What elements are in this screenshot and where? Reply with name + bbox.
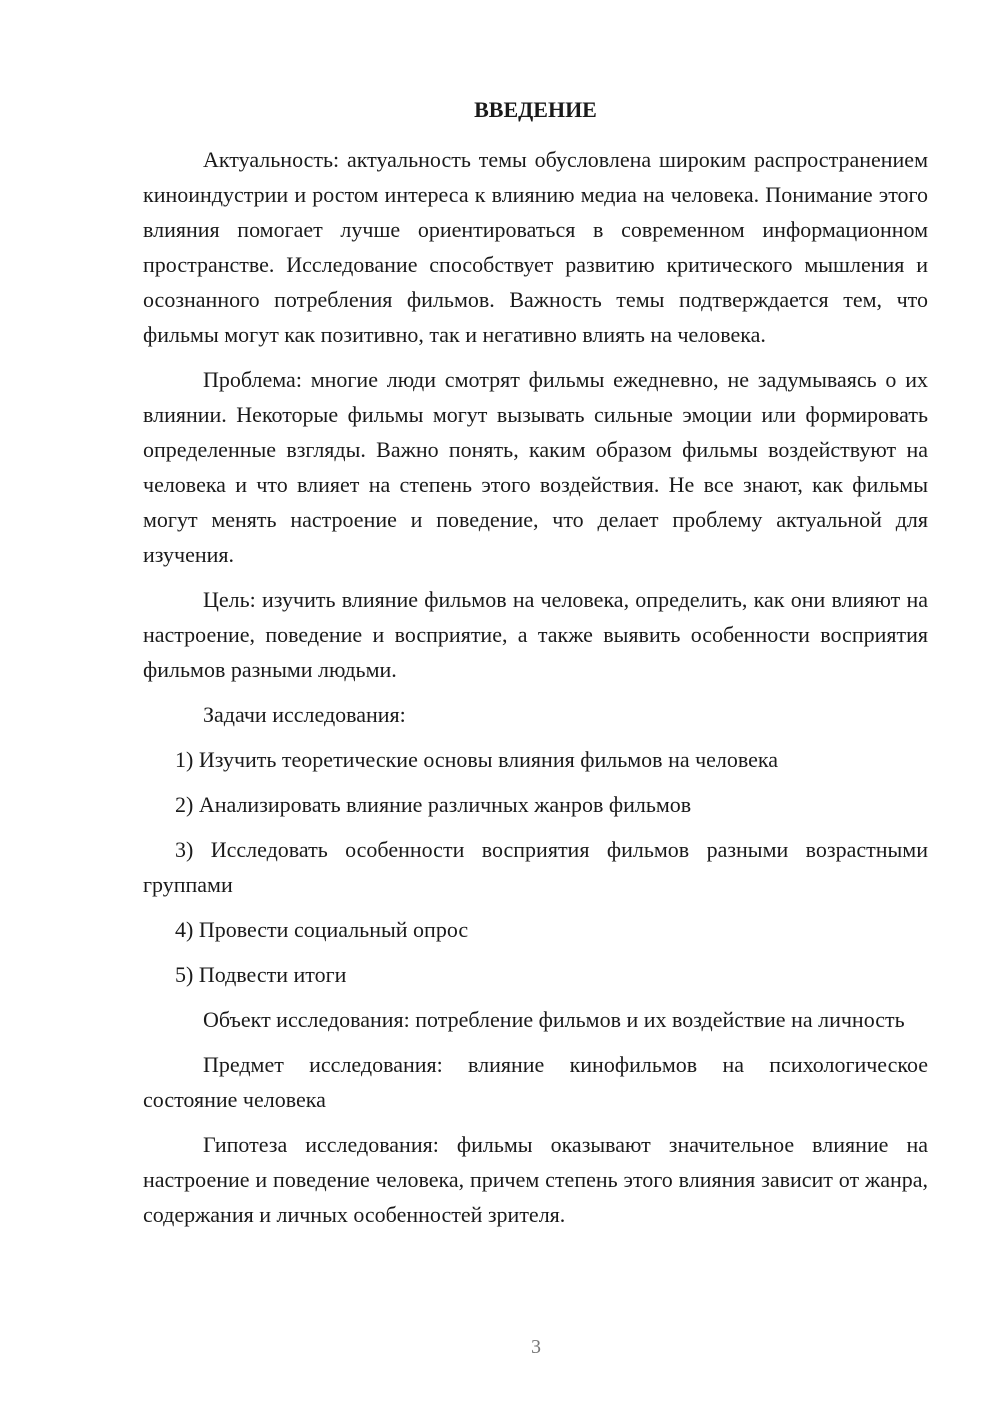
tasks-list bbox=[143, 742, 928, 992]
page-heading: ВВЕДЕНИЕ bbox=[474, 97, 597, 122]
relevance-paragraph: Актуальность: актуальность темы обусловлена широким распространением киноиндустрии и ростом интереса к влиянию медиа на человека. Понимание этого влияния помогает лучше ориентироваться в современном информационном пространстве. Исследование способствует развитию критического мышления и осознанного потребления фильмов. Важность темы подтверждается тем, что фильмы могут как позитивно, так и негативно влиять на человека. bbox=[143, 147, 928, 347]
tasks-title: Задачи исследования: bbox=[203, 702, 406, 727]
task-item: 3) Исследовать особенности восприятия фильмов разными возрастными группами bbox=[143, 837, 928, 897]
task-item: 4) Провести социальный опрос bbox=[175, 917, 469, 942]
goal-paragraph: Цель: изучить влияние фильмов на человека, определить, как они влияют на настроение, поведение и восприятие, а также выявить особенности восприятия фильмов разными людьми. bbox=[143, 587, 928, 682]
problem-paragraph: Проблема: многие люди смотрят фильмы ежедневно, не задумываясь о их влиянии. Некоторые фильмы могут вызывать сильные эмоции или формировать определенные взгляды. Важно понять, каким образом фильмы воздействуют на человека и что влияет на степень этого воздействия. Не все знают, как фильмы могут менять настроение и поведение, что делает проблему актуальной для изучения. bbox=[143, 367, 928, 567]
page-number: 3 bbox=[531, 1336, 541, 1358]
task-item: 2) Анализировать влияние различных жанров фильмов bbox=[175, 792, 692, 817]
document-page bbox=[143, 94, 928, 1242]
object-paragraph: Объект исследования: потребление фильмов и их воздействие на личность bbox=[203, 1007, 905, 1032]
task-item: 5) Подвести итоги bbox=[175, 962, 347, 987]
hypothesis-paragraph: Гипотеза исследования: фильмы оказывают значительное влияние на настроение и поведение человека, причем степень этого влияния зависит от жанра, содержания и личных особенностей зрителя. bbox=[143, 1132, 928, 1227]
subject-paragraph: Предмет исследования: влияние кинофильмов на психологическое состояние человека bbox=[143, 1052, 928, 1112]
task-item: 1) Изучить теоретические основы влияния фильмов на человека bbox=[175, 747, 779, 772]
